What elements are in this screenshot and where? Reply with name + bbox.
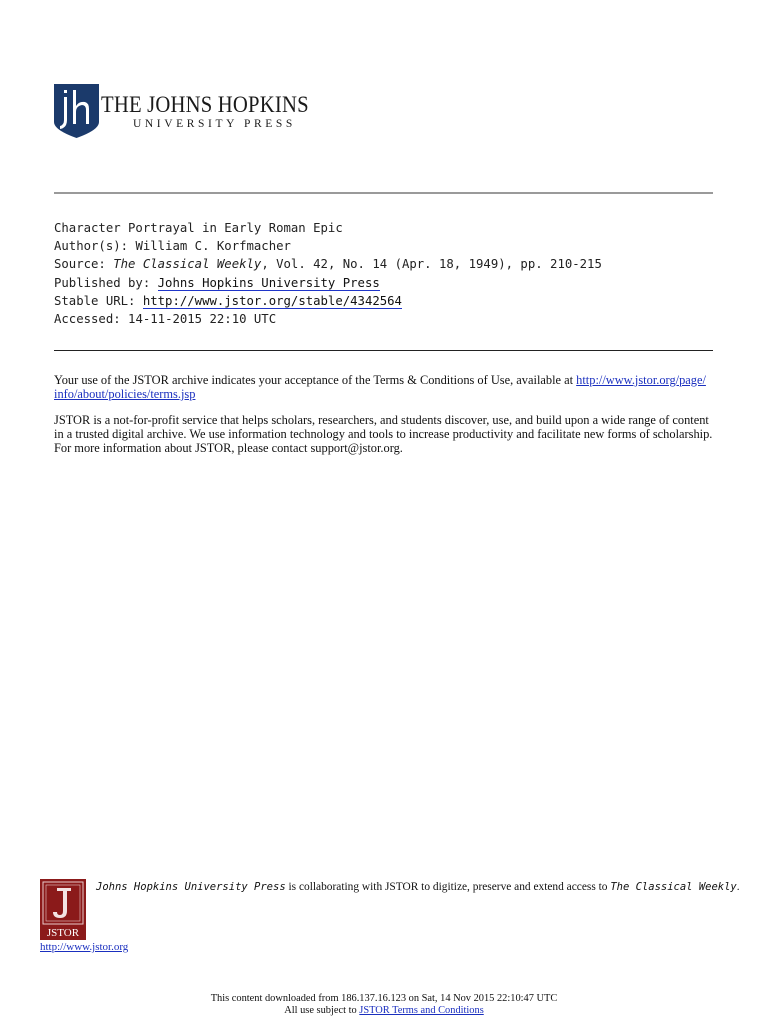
download-line-2	[0, 1005, 768, 1017]
jstor-terms-link[interactable]: JSTOR Terms and Conditions	[359, 1005, 484, 1016]
accessed-line	[54, 310, 714, 328]
accessed-date: 14-11-2015 22:10 UTC	[128, 312, 277, 327]
collab-text: is collaborating with JSTOR to digitize, preserve and extend access to	[285, 881, 611, 893]
publisher-name: THE JOHNS HOPKINS	[101, 92, 309, 117]
collaboration-notice	[96, 880, 740, 894]
terms-text: Your use of the JSTOR archive indicates your acceptance of the Terms & Conditions of Use, available at	[54, 373, 577, 387]
middle-divider	[54, 350, 713, 351]
article-title: Character Portrayal in Early Roman Epic	[54, 221, 343, 235]
publisher-link[interactable]: Johns Hopkins University Press	[157, 275, 380, 290]
author-name: William C. Korfmacher	[135, 239, 291, 254]
about-line-2: in a trusted digital archive. We use information technology and tools to increase productivity and facilitate new forms of scholarship.	[54, 427, 713, 441]
stable-url-label: Stable URL:	[54, 293, 136, 308]
stable-url-link[interactable]: http://www.jstor.org/stable/4342564	[142, 293, 402, 308]
terms-paragraph	[54, 373, 714, 401]
collab-publisher: Johns Hopkins University Press	[96, 881, 286, 893]
download-line-2-prefix: All use subject to	[284, 1005, 360, 1016]
collab-end: .	[736, 881, 740, 893]
terms-link-part2[interactable]: info/about/policies/terms.jsp	[54, 387, 196, 401]
author-label: Author(s):	[54, 239, 129, 254]
jstor-logo-text: JSTOR	[46, 927, 80, 939]
accessed-label: Accessed:	[54, 312, 121, 327]
author-line	[54, 237, 714, 255]
source-label: Source:	[54, 257, 106, 272]
jhu-shield-icon	[54, 84, 99, 138]
source-line	[54, 255, 714, 273]
publisher-subname: UNIVERSITY PRESS	[133, 118, 296, 130]
top-divider	[54, 192, 713, 194]
terms-block	[54, 373, 714, 467]
about-line-1: JSTOR is a not-for-profit service that helps scholars, researchers, and students discover, use, and build upon a wide range of content	[54, 413, 709, 427]
download-notice	[0, 993, 768, 1017]
jstor-logo[interactable]	[40, 879, 86, 940]
publisher-logo	[54, 84, 309, 140]
download-line-1: This content downloaded from 186.137.16.123 on Sat, 14 Nov 2015 22:10:47 UTC	[210, 993, 558, 1004]
terms-link-part1[interactable]: http://www.jstor.org/page/	[576, 373, 706, 387]
collab-journal: The Classical Weekly	[610, 881, 737, 893]
source-details: , Vol. 42, No. 14 (Apr. 18, 1949), pp. 210-215	[261, 257, 602, 272]
about-line-3: For more information about JSTOR, please contact support@jstor.org.	[54, 441, 403, 455]
publisher-line	[54, 274, 714, 292]
jstor-logo-icon	[40, 879, 86, 940]
journal-title: The Classical Weekly	[113, 257, 262, 272]
jstor-home-link[interactable]: http://www.jstor.org	[40, 941, 129, 953]
stable-url-line	[54, 292, 714, 310]
about-jstor-paragraph	[54, 413, 714, 455]
citation-block	[54, 219, 714, 328]
published-label: Published by:	[54, 275, 151, 290]
